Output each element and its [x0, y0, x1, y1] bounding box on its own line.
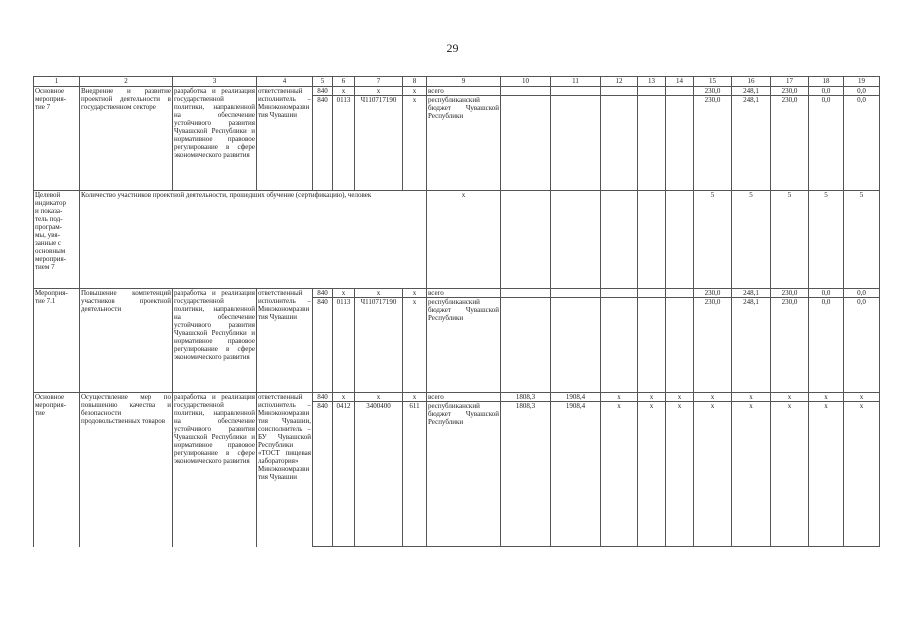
event-name: Осуществление мер по повышению качества и безопасности продовольственных товаров [80, 393, 173, 547]
header-cell: 13 [638, 77, 666, 87]
data-cell: 230,0 [694, 87, 732, 96]
data-cell: x [809, 402, 844, 547]
data-cell: 840 [313, 402, 333, 547]
indicator-value: 5 [844, 191, 880, 289]
data-cell: 0,0 [809, 96, 844, 191]
data-cell [551, 289, 601, 298]
data-cell [638, 298, 666, 393]
header-row [34, 77, 880, 87]
data-cell: республиканский бюджет Чувашской Республики [427, 96, 501, 191]
data-cell: x [601, 402, 638, 547]
data-cell: x [403, 393, 427, 402]
data-cell: 840 [313, 96, 333, 191]
data-cell: 0,0 [809, 87, 844, 96]
header-cell: 11 [551, 77, 601, 87]
data-cell: x [355, 87, 403, 96]
data-cell: 0,0 [844, 87, 880, 96]
data-cell: всего [427, 87, 501, 96]
data-cell: 840 [313, 393, 333, 402]
data-cell: 611 [403, 402, 427, 547]
data-cell: 840 [313, 298, 333, 393]
data-cell: x [333, 393, 355, 402]
data-cell: 0,0 [844, 96, 880, 191]
data-cell: 840 [313, 87, 333, 96]
data-cell [501, 289, 551, 298]
data-cell: x [809, 393, 844, 402]
data-cell: 1808,3 [501, 393, 551, 402]
data-cell: республиканский бюджет Чувашской Республики [427, 298, 501, 393]
header-cell: 4 [257, 77, 313, 87]
data-cell: x [844, 393, 880, 402]
data-cell: всего [427, 289, 501, 298]
event-executor: ответственный исполнитель – Минэкономразвития Чувашии [257, 87, 313, 191]
data-cell: x [666, 402, 694, 547]
data-cell: 230,0 [694, 289, 732, 298]
event-type: Основное мероприя- тие [34, 393, 80, 547]
data-cell: x [694, 402, 732, 547]
data-cell [551, 87, 601, 96]
header-cell: 10 [501, 77, 551, 87]
header-cell: 14 [666, 77, 694, 87]
header-cell: 7 [355, 77, 403, 87]
event-goal: разработка и реализация государственной политики, направленной на обеспечение устойчивого развития Чувашской Республики и нормативное правовое регулирование в сфере экономического развития [173, 289, 257, 393]
indicator-label: Целевой индикатор и показа- тель под- програм- мы, увя- занные с основным мероприя- тием 7 [34, 191, 80, 289]
data-cell: 230,0 [771, 298, 809, 393]
data-cell: Ч110717190 [355, 298, 403, 393]
data-cell [501, 87, 551, 96]
data-cell: x [694, 393, 732, 402]
data-cell [501, 298, 551, 393]
data-cell: 0412 [333, 402, 355, 547]
indicator-value: 5 [809, 191, 844, 289]
data-cell [551, 96, 601, 191]
data-cell [666, 298, 694, 393]
header-cell: 5 [313, 77, 333, 87]
data-cell: x [732, 393, 771, 402]
data-cell: 230,0 [694, 298, 732, 393]
data-cell: 248,1 [732, 298, 771, 393]
data-cell [638, 87, 666, 96]
data-cell [601, 298, 638, 393]
data-cell: 1908,4 [551, 393, 601, 402]
data-cell: 0,0 [844, 289, 880, 298]
data-cell: 230,0 [771, 87, 809, 96]
indicator-text: Количество участников проектной деятельности, прошедших обучение (сертификацию), человек [80, 191, 427, 289]
data-cell: x [403, 298, 427, 393]
header-cell: 16 [732, 77, 771, 87]
data-cell: 0113 [333, 298, 355, 393]
header-cell: 2 [80, 77, 173, 87]
data-cell [601, 87, 638, 96]
budget-table [33, 76, 880, 547]
table-row [34, 393, 880, 402]
data-cell: x [732, 402, 771, 547]
page-number: 29 [446, 41, 459, 55]
data-cell: x [333, 289, 355, 298]
header-cell: 18 [809, 77, 844, 87]
data-cell: 0,0 [844, 298, 880, 393]
data-cell: x [771, 402, 809, 547]
data-cell: всего [427, 393, 501, 402]
data-cell: 230,0 [694, 96, 732, 191]
data-cell: 840 [313, 289, 333, 298]
data-cell: республиканский бюджет Чувашской Республики [427, 402, 501, 547]
indicator-value: 5 [732, 191, 771, 289]
header-cell: 6 [333, 77, 355, 87]
data-cell: x [771, 393, 809, 402]
data-cell [666, 289, 694, 298]
event-name: Повышение компетенций участников проектной деятельности [80, 289, 173, 393]
data-cell [638, 96, 666, 191]
data-cell: x [638, 393, 666, 402]
data-cell [666, 87, 694, 96]
data-cell: x [844, 402, 880, 547]
data-cell [638, 289, 666, 298]
data-cell: x [638, 402, 666, 547]
indicator-value: 5 [771, 191, 809, 289]
data-cell: x [403, 289, 427, 298]
header-cell: 15 [694, 77, 732, 87]
data-cell: x [355, 289, 403, 298]
data-cell [501, 96, 551, 191]
indicator-row [34, 191, 880, 289]
data-cell: x [403, 87, 427, 96]
data-cell: 248,1 [732, 96, 771, 191]
event-goal: разработка и реализация государственной политики, направленной на обеспечение устойчивого развития Чувашской Республики и нормативное правовое регулирование в сфере экономического развития [173, 87, 257, 191]
event-name: Внедрение и развитие проектной деятельности в государственном секторе [80, 87, 173, 191]
event-type: Мероприя- тие 7.1 [34, 289, 80, 393]
data-cell: 1808,3 [501, 402, 551, 547]
data-cell: x [666, 393, 694, 402]
header-cell: 17 [771, 77, 809, 87]
event-type: Основное мероприя- тие 7 [34, 87, 80, 191]
event-executor: ответственный исполнитель – Минэкономразвития Чувашии [257, 289, 313, 393]
table-row [34, 289, 880, 298]
data-cell: x [333, 87, 355, 96]
data-cell: x [601, 393, 638, 402]
indicator-value: 5 [694, 191, 732, 289]
data-cell: Ч110717190 [355, 96, 403, 191]
header-cell: 8 [403, 77, 427, 87]
data-cell [666, 96, 694, 191]
header-cell: 12 [601, 77, 638, 87]
indicator-mark: x [427, 191, 501, 289]
data-cell: 0113 [333, 96, 355, 191]
data-cell [551, 298, 601, 393]
data-cell: 248,1 [732, 289, 771, 298]
table-row [34, 87, 880, 96]
data-cell: 230,0 [771, 96, 809, 191]
data-cell: 248,1 [732, 87, 771, 96]
data-cell: 3400400 [355, 402, 403, 547]
data-cell: 0,0 [809, 298, 844, 393]
header-cell: 1 [34, 77, 80, 87]
data-cell: x [403, 96, 427, 191]
header-cell: 9 [427, 77, 501, 87]
data-cell: x [355, 393, 403, 402]
data-cell: 230,0 [771, 289, 809, 298]
event-executor: ответственный исполнитель – Минэкономразвития Чувашии, соисполнитель – БУ Чувашской Республики «ТОСТ пищевая лаборатория» Минэкономразвития Чувашии [257, 393, 313, 547]
data-cell [601, 96, 638, 191]
data-cell: 1908,4 [551, 402, 601, 547]
event-goal: разработка и реализация государственной политики, направленной на обеспечение устойчивого развития Чувашской Республики и нормативное правовое регулирование в сфере экономического развития [173, 393, 257, 547]
data-cell [601, 289, 638, 298]
header-cell: 19 [844, 77, 880, 87]
data-cell: 0,0 [809, 289, 844, 298]
header-cell: 3 [173, 77, 257, 87]
